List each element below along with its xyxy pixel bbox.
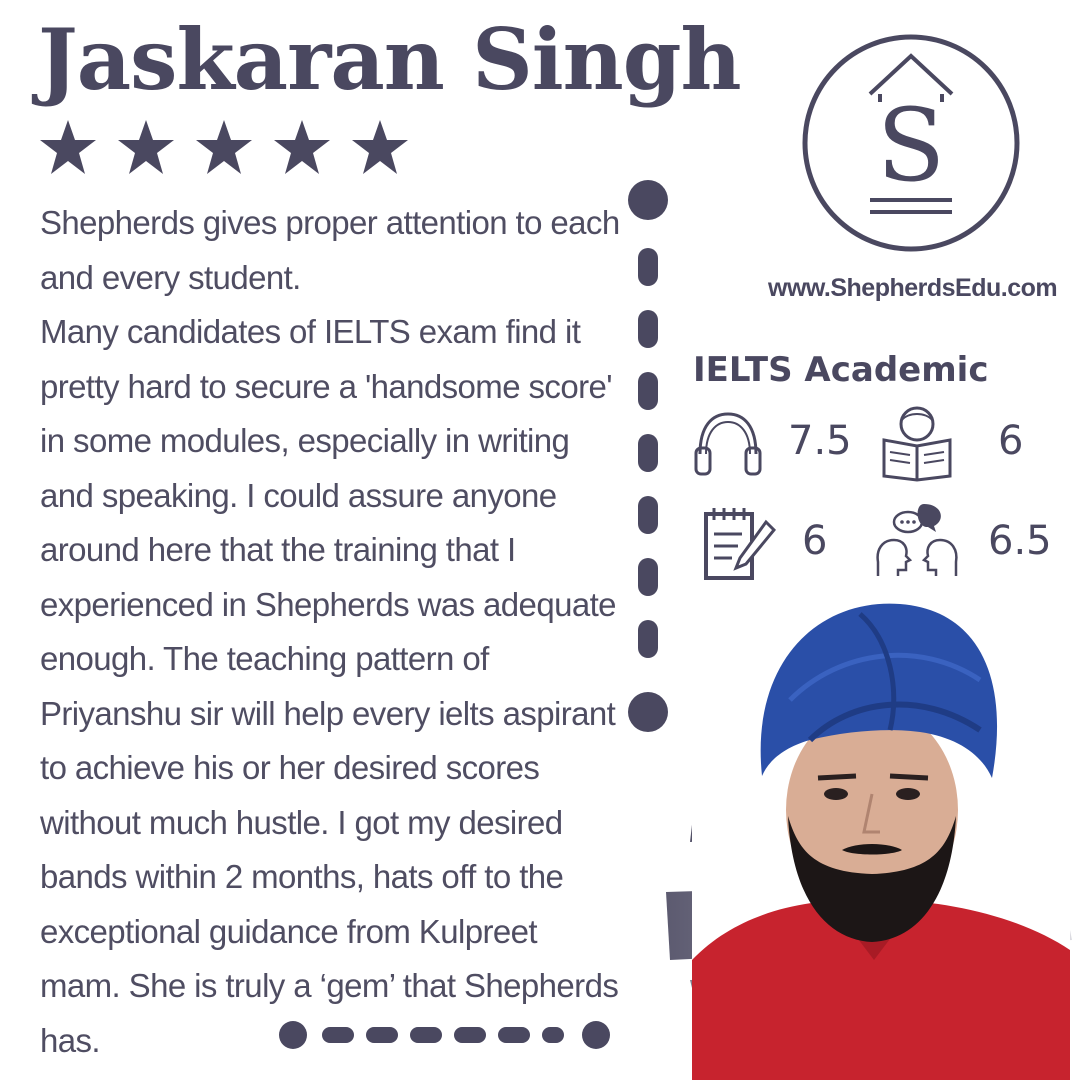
star-icon [352, 120, 408, 174]
student-name: Jaskaran Singh [38, 10, 741, 109]
student-photo [660, 580, 1080, 1080]
reading-book-icon [880, 402, 954, 482]
star-icon [40, 120, 96, 174]
notepad-pencil-icon [702, 504, 776, 582]
star-icon [118, 120, 174, 174]
star-icon [196, 120, 252, 174]
star-rating [40, 116, 420, 180]
exam-title: IELTS Academic [693, 350, 989, 390]
speaking-score: 6.5 [988, 518, 1052, 564]
reading-score: 6 [998, 418, 1024, 464]
testimonial-paragraph: Shepherds gives proper attention to each and every student. [40, 204, 620, 296]
shepherds-logo [800, 32, 1022, 254]
logo-letter: S [876, 87, 946, 204]
website-link[interactable]: www.ShepherdsEdu.com [768, 274, 1058, 302]
speaking-people-icon [872, 500, 962, 580]
headphones-icon [692, 408, 764, 478]
listening-score: 7.5 [788, 418, 852, 464]
testimonial-text [40, 196, 620, 1068]
testimonial-paragraph: Many candidates of IELTS exam find it pretty hard to secure a 'handsome score' in some modules, especially in writing and speaking. I could assure anyone around here that the training that I experienced in Shepherds was adequate enough. The teaching pattern of Priyanshu sir will help every ielts aspirant to achieve his or her desired scores without much hustle. I got my desired bands within 2 months, hats off to the exceptional guidance from Kulpreet mam. She is truly a ‘gem’ that Shepherds has. [40, 313, 619, 1059]
star-icon [274, 120, 330, 174]
writing-score: 6 [802, 518, 828, 564]
horizontal-dotted-divider [276, 1012, 616, 1058]
